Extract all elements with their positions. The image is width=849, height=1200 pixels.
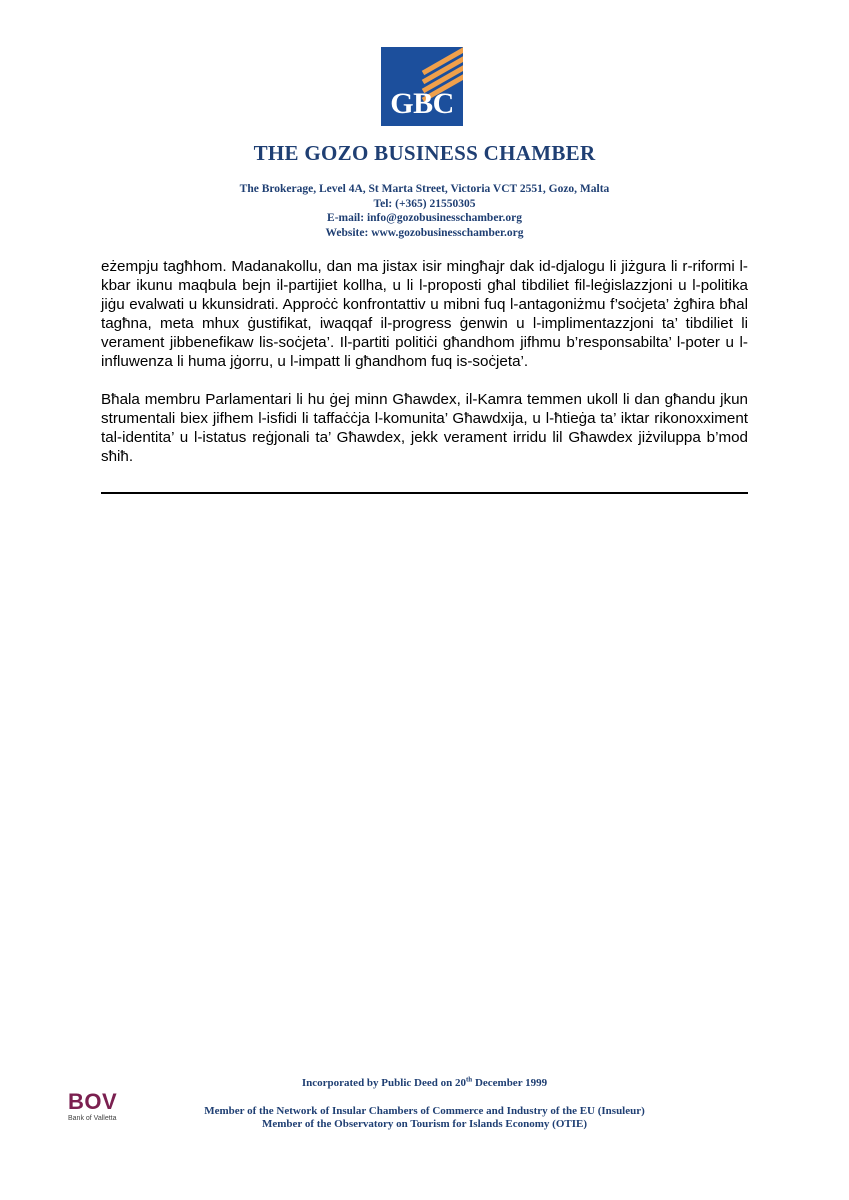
paragraph: eżempju tagħhom. Madanakollu, dan ma jistax isir mingħajr dak id-djalogu li jiżgura li r-riformi l-kbar ikunu maqbula bejn il-partijiet kollha, u li l-proposti għal tibdiliet fil-leġislazzjoni u l-politika jiġu evalwati u kkunsidrati. Approċċ konfrontattiv u mibni fuq l-antagoniżmu f’soċjeta’ żgħira bħal tagħna, meta mhux ġustifikat, iwaqqaf il-progress ġenwin u l-implimentazzjoni ta’ tibdiliet li verament jibbenefikaw lis-soċjeta’. Il-partiti politiċi għandhom jifhmu b’responsabilta’ l-poter u l-influwenza li huma jġorru, u l-impatt li għandhom fuq is-soċjeta’. — [101, 258, 748, 370]
bov-mark: BOV — [68, 1089, 118, 1114]
website: Website: www.gozobusinesschamber.org — [325, 226, 524, 239]
section-divider — [101, 492, 748, 494]
address: The Brokerage, Level 4A, St Marta Street, Victoria VCT 2551, Gozo, Malta — [239, 183, 610, 195]
paragraph: Bħala membru Parlamentari li hu ġej minn Għawdex, il-Kamra temmen ukoll li dan għandu jkun strumentali biex jifhem l-isfidi li taffaċċja l-komunita’ Għawdxija, u l-ħtieġa ta’ iktar rikonoxximent tal-identita’ u l-istatus reġjonali ta’ Għawdex, jekk verament irridu lil Għawdex jiżviluppa b’mod sħiħ. — [101, 391, 748, 465]
organization-name: THE GOZO BUSINESS CHAMBER — [253, 141, 596, 165]
deed-suffix: December 1999 — [472, 1077, 548, 1089]
membership-insuleur: Member of the Network of Insular Chambers of Commerce and Industry of the EU (Insuleur) — [204, 1105, 645, 1117]
logo-text: GBC — [390, 87, 454, 120]
email: E-mail: info@gozobusinesschamber.org — [327, 212, 522, 224]
letter-body — [101, 257, 748, 485]
telephone: Tel: (+365) 21550305 — [373, 197, 476, 210]
deed-superscript: th — [465, 1075, 473, 1084]
bov-logo — [68, 1090, 138, 1123]
deed-prefix: Incorporated by Public Deed on 20 — [301, 1077, 466, 1089]
incorporation-note — [0, 1077, 849, 1090]
bov-name: Bank of Valletta — [68, 1115, 117, 1122]
gbc-logo — [381, 47, 463, 126]
membership-otie: Member of the Observatory on Tourism for Islands Economy (OTIE) — [261, 1118, 587, 1130]
contact-block — [0, 182, 849, 240]
